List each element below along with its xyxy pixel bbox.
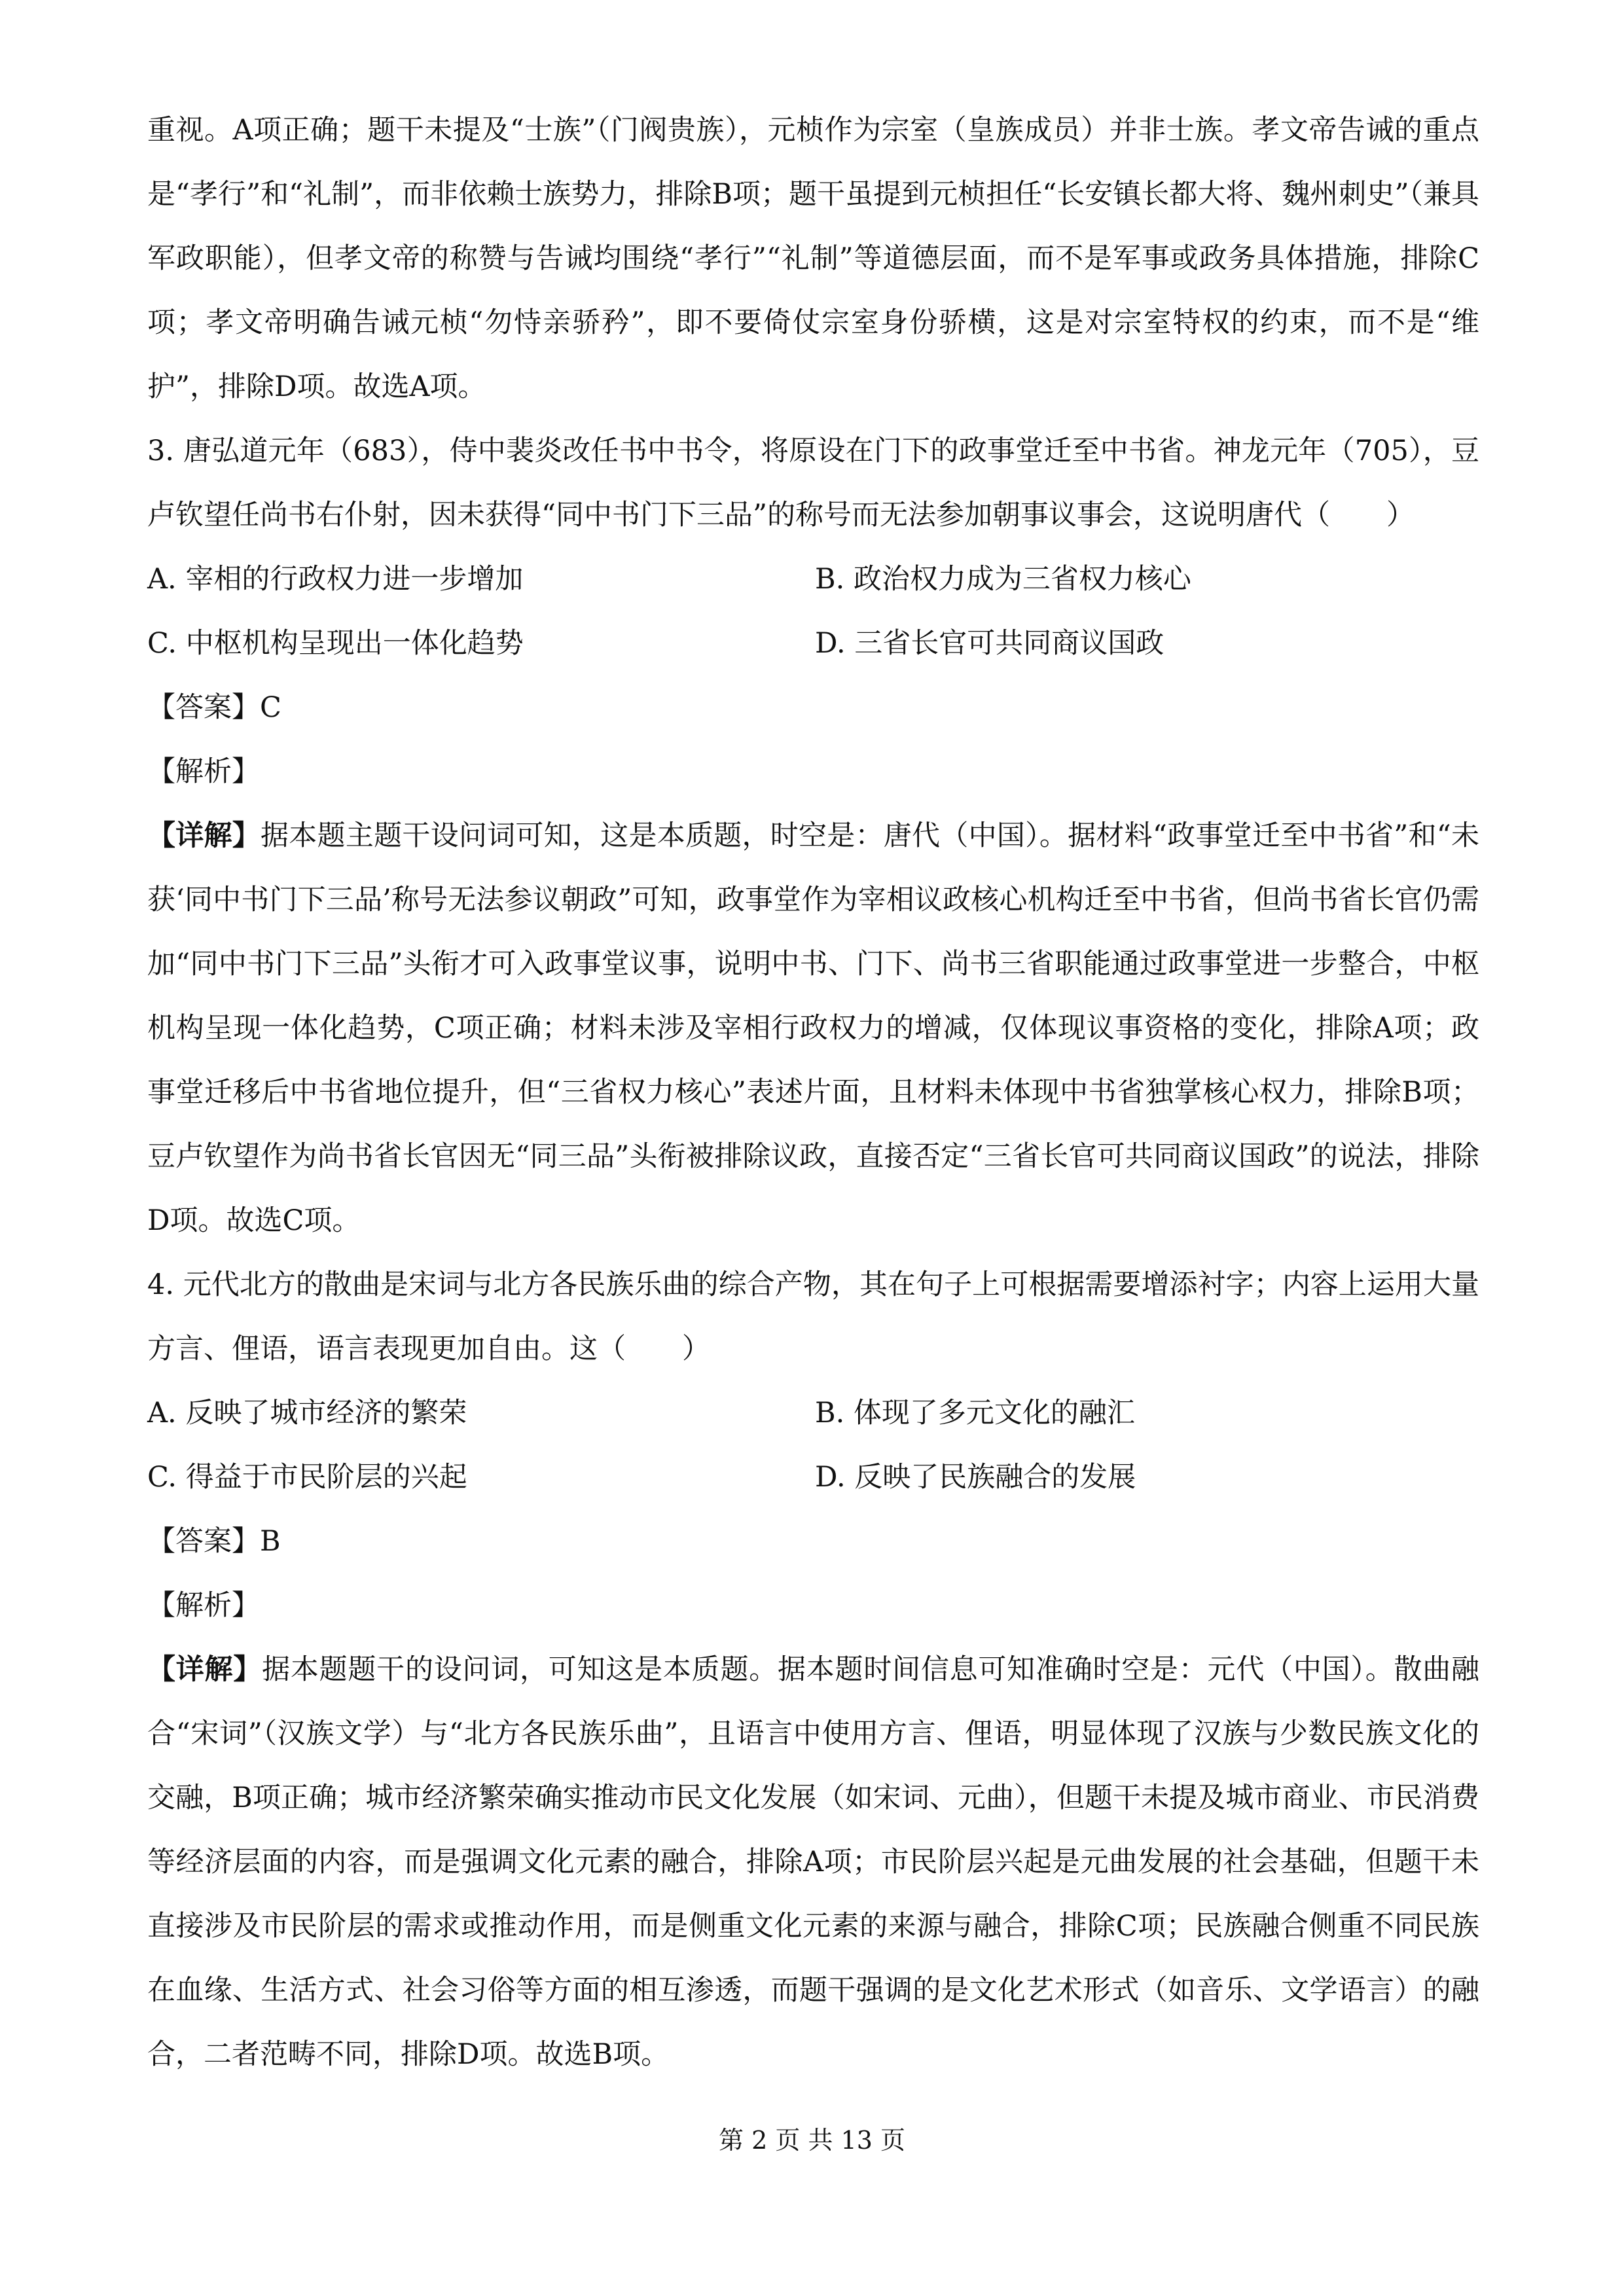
detail-text: 据本题主题干设问词可知，这是本质题，时空是：唐代（中国）。据材料“政事堂迁至中书省”和“未获‘同中书门下三品’称号无法参议朝政”可知，政事堂作为宰相议政核心机构迁至中书省，但尚书省长官仍需加“同中书门下三品”头衔才可入政事堂议事，说明中书、门下、尚书三省职能通过政事堂进一步整合，中枢机构呈现一体化趋势，C项正确；材料未涉及宰相行政权力的增减，仅体现议事资格的变化，排除A项；政事堂迁移后中书省地位提升，但“三省权力核心”表述片面，且材料未体现中书省独掌核心权力，排除B项；豆卢钦望作为尚书省长官因无“同三品”头衔被排除议政，直接否定“三省长官可共同商议国政”的说法，排除D项。故选C项。 [147,819,1479,1237]
analysis-label: 【解析】 [147,755,260,788]
options-grid [147,547,1479,675]
option-c: C. 中枢机构呈现出一体化趋势 [147,627,524,660]
answer-line [147,1509,1479,1573]
question-stem: 4. 元代北方的散曲是宋词与北方各民族乐曲的综合产物，其在句子上可根据需要增添衬字；内容上运用大量方言、俚语，语言表现更加自由。这（ ） [147,1268,1479,1365]
answer-label: 【答案】 [147,1525,260,1558]
answer-value: B [260,1525,281,1558]
option-a: A. 宰相的行政权力进一步增加 [147,563,524,596]
analysis-label: 【解析】 [147,1589,260,1622]
page-footer: 第 2 页 共 13 页 [719,2126,905,2155]
option-d: D. 三省长官可共同商议国政 [815,627,1164,660]
question-stem: 3. 唐弘道元年（683），侍中裴炎改任书中书令，将原设在门下的政事堂迁至中书省。神龙元年（705），豆卢钦望任尚书右仆射，因未获得“同中书门下三品”的称号而无法参加朝事议事会，这说明唐代（ ） [147,435,1479,531]
answer-line [147,675,1479,740]
detail-paragraph [147,804,1479,1253]
option-d: D. 反映了民族融合的发展 [815,1461,1136,1494]
detail-label: 【详解】 [147,1653,262,1686]
detail-text: 据本题题干的设问词，可知这是本质题。据本题时间信息可知准确时空是：元代（中国）。散曲融合“宋词”（汉族文学）与“北方各民族乐曲”，且语言中使用方言、俚语，明显体现了汉族与少数民族文化的交融，B项正确；城市经济繁荣确实推动市民文化发展（如宋词、元曲），但题干未提及城市商业、市民消费等经济层面的内容，而是强调文化元素的融合，排除A项；市民阶层兴起是元曲发展的社会基础，但题干未直接涉及市民阶层的需求或推动作用，而是侧重文化元素的来源与融合，排除C项；民族融合侧重不同民族在血缘、生活方式、社会习俗等方面的相互渗透，而题干强调的是文化艺术形式（如音乐、文学语言）的融合，二者范畴不同，排除D项。故选B项。 [147,1653,1480,2071]
detail-label: 【详解】 [147,819,261,852]
option-b: B. 政治权力成为三省权力核心 [815,563,1191,596]
previous-analysis-text: 重视。A项正确；题干未提及“士族”（门阀贵族），元桢作为宗室（皇族成员）并非士族。孝文帝告诫的重点是“孝行”和“礼制”，而非依赖士族势力，排除B项；题干虽提到元桢担任“长安镇长都大将、魏州刺史”（兼具军政职能），但孝文帝的称赞与告诫均围绕“孝行”“礼制”等道德层面，而不是军事或政务具体措施，排除C项；孝文帝明确告诫元桢“勿恃亲骄矜”，即不要倚仗宗室身份骄横，这是对宗室特权的约束，而不是“维护”，排除D项。故选A项。 [147,114,1479,403]
option-c: C. 得益于市民阶层的兴起 [147,1461,467,1494]
option-a: A. 反映了城市经济的繁荣 [147,1397,467,1429]
question-4 [147,1253,1479,2087]
answer-label: 【答案】 [147,691,260,724]
options-grid [147,1381,1479,1509]
option-b: B. 体现了多元文化的融汇 [815,1397,1135,1429]
document-page [147,98,1479,2087]
detail-paragraph [147,1638,1479,2087]
answer-value: C [260,691,281,724]
question-3 [147,419,1479,1253]
